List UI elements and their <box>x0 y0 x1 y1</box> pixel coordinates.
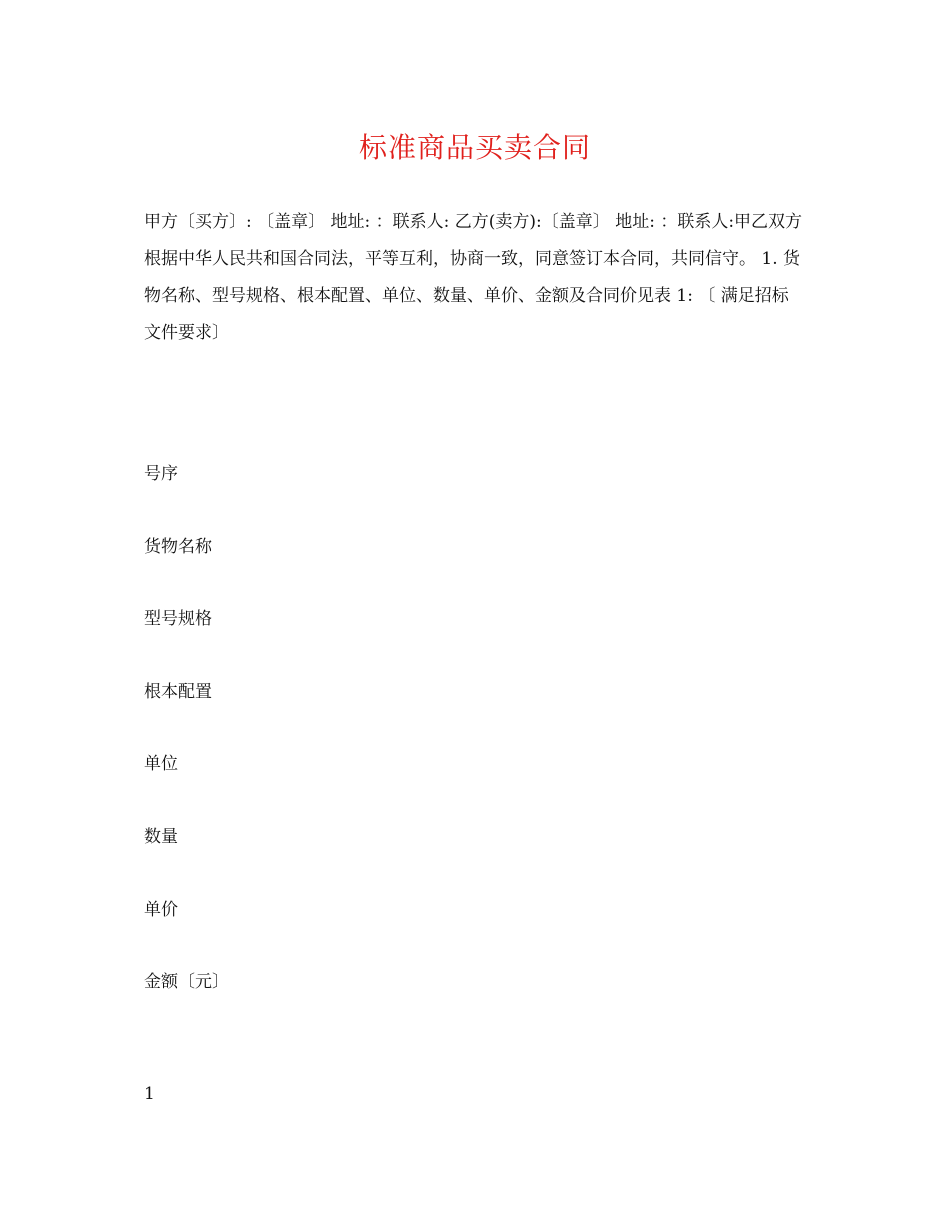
contract-intro-paragraph: 甲方〔买方〕: 〔盖章〕 地址: ：联系人: 乙方(卖方):〔盖章〕 地址: ：联系人:甲乙双方根据中华人民共和国合同法，平等互利，协商一致，同意签订本合同，共同信守。 1. 货物名称、型号规格、根本配置、单位、数量、单价、金额及合同价见表 1: 〔 满足招标文件要求〕 <box>144 212 803 343</box>
document-title: 标准商品买卖合同 <box>358 131 591 164</box>
table-header-list <box>144 456 644 1037</box>
table-header-goods-name: 货物名称 <box>144 536 212 557</box>
table-header-amount: 金额〔元〕 <box>144 972 229 993</box>
table-header-model-spec: 型号规格 <box>144 609 212 630</box>
table-row-number: 1 <box>144 1084 155 1104</box>
table-header-serial: 号序 <box>144 464 178 484</box>
table-header-quantity: 数量 <box>144 826 178 847</box>
table-header-basic-config: 根本配置 <box>144 681 212 702</box>
table-header-unit-price: 单价 <box>144 899 178 920</box>
table-header-unit: 单位 <box>144 754 178 775</box>
